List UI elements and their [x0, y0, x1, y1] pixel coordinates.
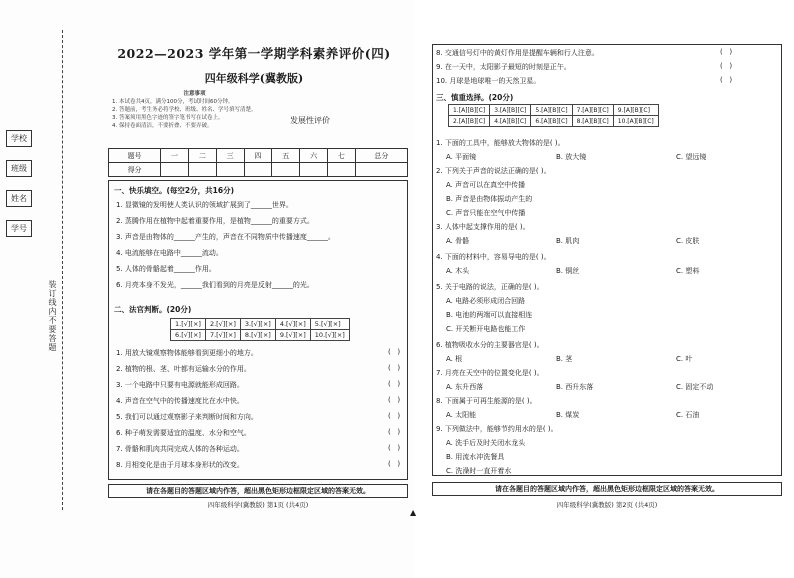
choice-question: 2. 下列关于声音的说法正确的是( )。 — [436, 167, 551, 175]
choice-option[interactable]: B. 煤炭 — [556, 411, 580, 419]
exam-subtitle: 四年级科学(冀教版) — [204, 72, 304, 85]
exam-title: 2022—2023 学年第一学期学科素养评价(四) — [117, 46, 391, 61]
score-header: 总分 — [355, 149, 407, 163]
answer-paren: ( ) — [720, 76, 733, 84]
footer-warning: 请在各题目的答题区域内作答，超出黑色矩形边框限定区域的答案无效。 — [432, 482, 782, 496]
choice-option[interactable]: A. 根 — [446, 355, 463, 363]
score-header: 一 — [161, 149, 189, 163]
answer-bubble[interactable]: 8.[√][×] — [240, 330, 275, 341]
judge-question: 5. 我们可以通过观察影子来判断时间和方向。 — [116, 413, 258, 421]
answer-bubble[interactable]: 1.[√][×] — [171, 319, 206, 330]
answer-paren: ( ) — [388, 396, 401, 404]
section-multiple-choice: 三、慎重选择。(20分) — [436, 93, 514, 102]
answer-paren: ( ) — [388, 364, 401, 372]
score-cell[interactable] — [300, 163, 328, 177]
judge-question: 7. 骨骼和肌肉共同完成人体的各种运动。 — [116, 445, 244, 453]
binding-line — [62, 30, 63, 510]
choice-question: 6. 植物吸收水分的主要器官是( )。 — [436, 341, 544, 349]
name-label: 姓名 — [6, 190, 32, 207]
answer-bubble[interactable]: 10.[√][×] — [310, 330, 349, 341]
page-number: 四年级科学(冀教版) 第2页 (共4页) — [556, 501, 658, 509]
choice-option[interactable]: C. 声音只能在空气中传播 — [446, 209, 526, 217]
answer-paren: ( ) — [720, 48, 733, 56]
judge-question: 4. 声音在空气中的传播速度比在水中快。 — [116, 397, 244, 405]
choice-option[interactable]: C. 皮肤 — [676, 237, 700, 245]
answer-bubble[interactable]: 2.[√][×] — [205, 319, 240, 330]
score-cell[interactable] — [244, 163, 272, 177]
choice-option[interactable]: B. 铜丝 — [556, 267, 580, 275]
fill-question: 4. 电流能够在电路中______流动。 — [116, 249, 223, 257]
answer-bubble[interactable]: 9.[√][×] — [275, 330, 310, 341]
fill-question: 1. 显微镜的发明使人类认识的领域扩展到了______世界。 — [116, 201, 293, 209]
section-fill-blank: 一、快乐填空。(每空2分，共16分) — [114, 186, 235, 195]
score-header: 三 — [216, 149, 244, 163]
choice-question: 8. 下面属于可再生能源的是( )。 — [436, 397, 537, 405]
choice-option[interactable]: B. 肌肉 — [556, 237, 580, 245]
answer-bubble[interactable]: 3.[√][×] — [240, 319, 275, 330]
judge-question: 10. 月球是地球唯一的天然卫星。 — [436, 77, 541, 85]
answer-bubble[interactable]: 2.[A][B][C] — [449, 116, 490, 127]
answer-bubble[interactable]: 6.[A][B][C] — [531, 116, 572, 127]
score-table — [108, 148, 408, 177]
score-header: 四 — [244, 149, 272, 163]
judge-question: 1. 用放大镜观察物体能够看到更细小的地方。 — [116, 349, 258, 357]
choice-question: 5. 关于电路的说法，正确的是( )。 — [436, 283, 544, 291]
judge-question: 8. 月相变化是由于月球本身形状的改变。 — [116, 461, 244, 469]
score-header: 七 — [328, 149, 356, 163]
score-cell[interactable] — [355, 163, 407, 177]
answer-bubble[interactable]: 4.[√][×] — [275, 319, 310, 330]
answer-bubble[interactable]: 3.[A][B][C] — [490, 105, 531, 116]
answer-bubble[interactable]: 5.[√][×] — [310, 319, 349, 330]
score-header: 题号 — [109, 149, 161, 163]
footer-warning: 请在各题目的答题区域内作答，超出黑色矩形边框限定区域的答案无效。 — [108, 484, 408, 498]
answer-paren: ( ) — [720, 62, 733, 70]
choice-option[interactable]: B. 用流水冲洗餐具 — [446, 453, 505, 461]
score-cell[interactable] — [161, 163, 189, 177]
notes-heading: 注意事项 — [183, 91, 206, 97]
choice-option[interactable]: A. 骨骼 — [446, 237, 470, 245]
judge-question: 8. 交通信号灯中的黄灯作用是提醒车辆和行人注意。 — [436, 49, 599, 57]
answer-paren: ( ) — [388, 460, 401, 468]
choice-option[interactable]: C. 塑料 — [676, 267, 700, 275]
choice-option[interactable]: A. 洗手后及时关闭水龙头 — [446, 439, 526, 447]
judge-question: 9. 在一天中，太阳影子最短的时刻是正午。 — [436, 63, 571, 71]
judge-question: 6. 种子萌发需要适宜的温度、水分和空气。 — [116, 429, 251, 437]
binding-note: 装订线内不要答题 — [48, 280, 57, 352]
choice-option[interactable]: B. 放大镜 — [556, 153, 587, 161]
choice-option[interactable]: C. 石油 — [676, 411, 700, 419]
choice-option[interactable]: B. 声音是由物体振动产生的 — [446, 195, 533, 203]
answer-bubble[interactable]: 4.[A][B][C] — [490, 116, 531, 127]
fill-question: 6. 月亮本身不发光，______我们看到的月亮是反射______的光。 — [116, 281, 314, 289]
answer-paren: ( ) — [388, 380, 401, 388]
choice-option[interactable]: B. 西升东落 — [556, 383, 594, 391]
choice-option[interactable]: B. 茎 — [556, 355, 573, 363]
class-label: 班级 — [6, 160, 32, 177]
choice-question: 4. 下面的材料中，容易导电的是( )。 — [436, 253, 551, 261]
exam-notes — [112, 90, 277, 130]
choice-question: 9. 下列做法中，能够节约用水的是( )。 — [436, 425, 558, 433]
answer-paren: ( ) — [388, 412, 401, 420]
answer-paren: ( ) — [388, 428, 401, 436]
answer-bubble[interactable]: 7.[√][×] — [205, 330, 240, 341]
score-cell[interactable] — [188, 163, 216, 177]
choice-option[interactable]: C. 开关断开电路也能工作 — [446, 325, 526, 333]
answer-bubble[interactable]: 8.[A][B][C] — [572, 116, 613, 127]
score-header: 六 — [300, 149, 328, 163]
answer-bubble[interactable]: 1.[A][B][C] — [449, 105, 490, 116]
note-line: 3. 答案须用黑色字迹的签字笔书写在试卷上。 — [112, 115, 224, 121]
score-cell[interactable] — [272, 163, 300, 177]
score-row-label: 得分 — [109, 163, 161, 177]
score-cell[interactable] — [328, 163, 356, 177]
score-header: 五 — [272, 149, 300, 163]
choice-question: 7. 月亮在天空中的位置变化是( )。 — [436, 369, 544, 377]
answer-bubble[interactable]: 7.[A][B][C] — [572, 105, 613, 116]
answer-bubble[interactable]: 9.[A][B][C] — [613, 105, 658, 116]
choice-option[interactable]: A. 东升西落 — [446, 383, 484, 391]
choice-question: 1. 下面的工具中，能够放大物体的是( )。 — [436, 139, 565, 147]
judge-question: 3. 一个电路中只要有电源就能形成回路。 — [116, 381, 244, 389]
alignment-mark: ▲ — [410, 508, 417, 517]
note-line: 4. 保持卷面清洁，不要折叠、不要弄破。 — [112, 123, 213, 129]
choice-option[interactable]: C. 叶 — [676, 355, 693, 363]
exam-header — [96, 44, 412, 86]
true-false-answer-grid — [170, 318, 350, 341]
school-label: 学校 — [6, 130, 32, 147]
choice-option[interactable]: A. 木头 — [446, 267, 470, 275]
choice-option[interactable]: A. 电路必须形成闭合回路 — [446, 297, 526, 305]
answer-paren: ( ) — [388, 444, 401, 452]
fill-question: 3. 声音是由物体的______产生的，声音在不同物质中传播速度______。 — [116, 233, 335, 241]
choice-option[interactable]: C. 洗澡时一直开着水 — [446, 467, 512, 475]
choice-option[interactable]: A. 声音可以在真空中传播 — [446, 181, 526, 189]
answer-bubble[interactable]: 5.[A][B][C] — [531, 105, 572, 116]
score-header: 二 — [188, 149, 216, 163]
choice-option[interactable]: C. 固定不动 — [676, 383, 714, 391]
choice-option[interactable]: A. 平面镜 — [446, 153, 477, 161]
evaluation-stamp: 发展性评价 — [290, 116, 330, 125]
note-line: 1. 本试卷共4页，满分100分，考试时间60分钟。 — [112, 99, 234, 105]
choice-answer-grid — [448, 104, 659, 127]
score-cell[interactable] — [216, 163, 244, 177]
judge-question: 2. 植物的根、茎、叶都有运输水分的作用。 — [116, 365, 251, 373]
answer-bubble[interactable]: 6.[√][×] — [171, 330, 206, 341]
choice-option[interactable]: B. 电池的两端可以直接相连 — [446, 311, 533, 319]
note-line: 2. 答题前，考生务必将学校、班级、姓名、学号填写清楚。 — [112, 107, 257, 113]
choice-option[interactable]: A. 太阳能 — [446, 411, 477, 419]
binding-gutter — [0, 30, 92, 510]
choice-option[interactable]: C. 望远镜 — [676, 153, 707, 161]
answer-bubble[interactable]: 10.[A][B][C] — [613, 116, 658, 127]
choice-question: 3. 人体中起支撑作用的是( )。 — [436, 223, 530, 231]
student-number-label: 学号 — [6, 220, 32, 237]
page-number: 四年级科学(冀教版) 第1页 (共4页) — [207, 501, 309, 509]
section-true-false: 二、法官判断。(20分) — [114, 305, 192, 314]
answer-paren: ( ) — [388, 348, 401, 356]
fill-question: 2. 蒸腾作用在植物中起着重要作用，是植物______的重要方式。 — [116, 217, 314, 225]
fill-question: 5. 人体的骨骼起着______作用。 — [116, 265, 216, 273]
